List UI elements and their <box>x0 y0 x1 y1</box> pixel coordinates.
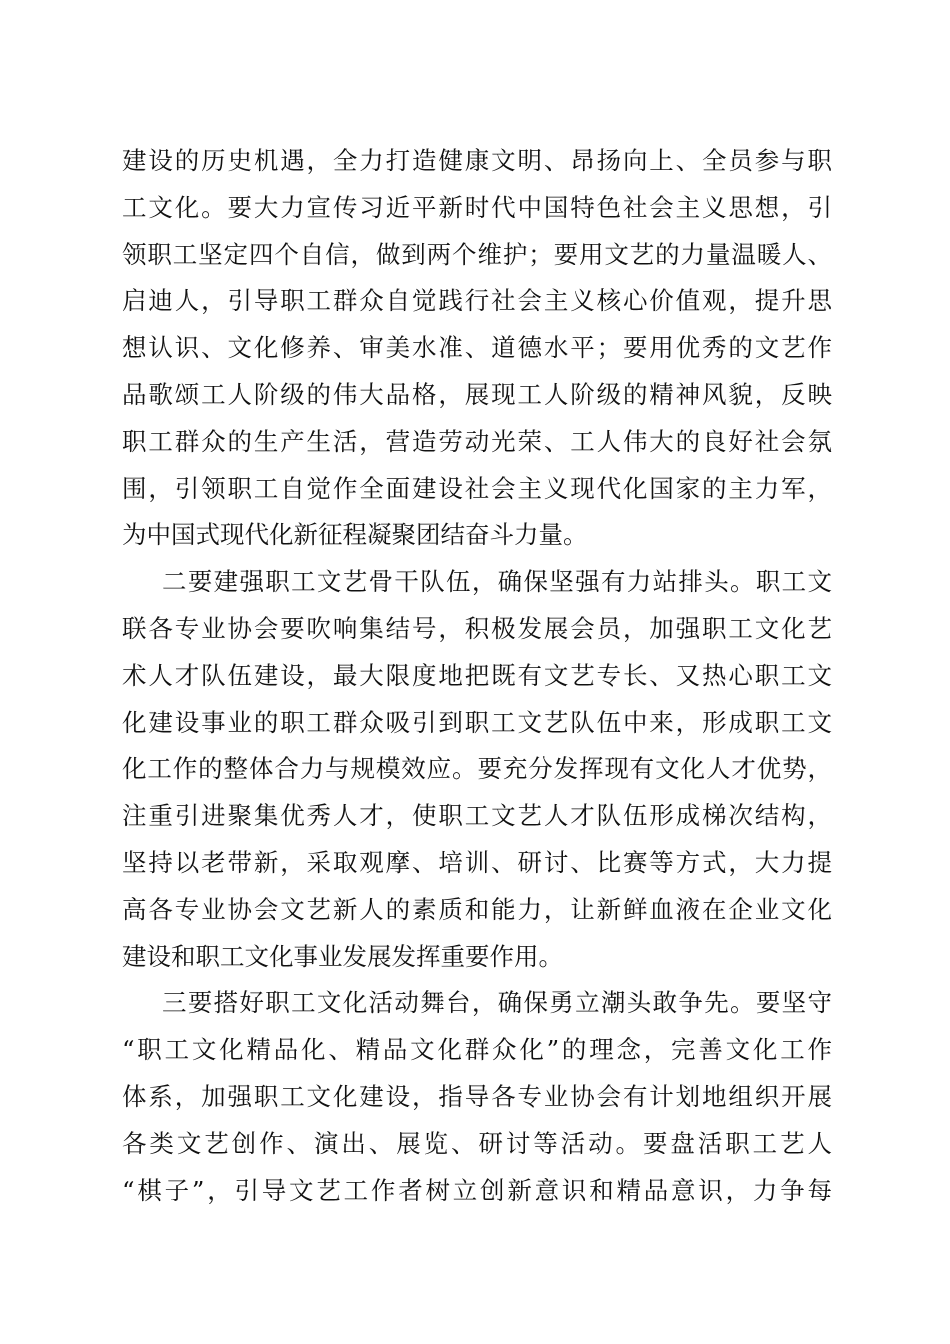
text-line: 化工作的整体合力与规模效应。要充分发挥现有文化人才优势， <box>122 754 832 784</box>
text-line: 为中国式现代化新征程凝聚团结奋斗力量。 <box>122 520 588 550</box>
text-line: 三要搭好职工文化活动舞台，确保勇立潮头敢争先。要坚守 <box>162 988 832 1018</box>
text-line: 二要建强职工文艺骨干队伍，确保坚强有力站排头。职工文 <box>162 567 832 597</box>
text-line: 职工群众的生产生活，营造劳动光荣、工人伟大的良好社会氛 <box>122 426 832 456</box>
paragraph-1 <box>122 138 832 559</box>
paragraph-3 <box>122 980 832 1214</box>
text-line: 围，引领职工自觉作全面建设社会主义现代化国家的主力军， <box>122 473 832 503</box>
paragraph-2 <box>122 559 832 980</box>
text-line: 化建设事业的职工群众吸引到职工文艺队伍中来，形成职工文 <box>122 707 832 737</box>
text-line: 高各专业协会文艺新人的素质和能力，让新鲜血液在企业文化 <box>122 894 832 924</box>
text-line: 想认识、文化修养、审美水准、道德水平；要用优秀的文艺作 <box>122 333 832 363</box>
text-line: “棋子”，引导文艺工作者树立创新意识和精品意识，力争每 <box>122 1175 832 1205</box>
text-line: 启迪人，引导职工群众自觉践行社会主义核心价值观，提升思 <box>122 286 832 316</box>
text-line: 注重引进聚集优秀人才，使职工文艺人才队伍形成梯次结构， <box>122 801 832 831</box>
text-line: 建设的历史机遇，全力打造健康文明、昂扬向上、全员参与职 <box>122 146 832 175</box>
text-line: “职工文化精品化、精品文化群众化”的理念，完善文化工作 <box>122 1035 832 1065</box>
text-line: 工文化。要大力宣传习近平新时代中国特色社会主义思想，引 <box>122 192 832 222</box>
text-line: 联各专业协会要吹响集结号，积极发展会员，加强职工文化艺 <box>122 613 832 643</box>
text-line: 各类文艺创作、演出、展览、研讨等活动。要盘活职工艺人 <box>122 1128 832 1158</box>
text-line: 体系，加强职工文化建设，指导各专业协会有计划地组织开展 <box>122 1081 832 1111</box>
document-body <box>122 138 832 1214</box>
text-line: 术人才队伍建设，最大限度地把既有文艺专长、又热心职工文 <box>122 660 832 690</box>
text-line: 建设和职工文化事业发展发挥重要作用。 <box>122 941 563 971</box>
text-line: 领职工坚定四个自信，做到两个维护；要用文艺的力量温暖人、 <box>122 239 832 269</box>
text-line: 品歌颂工人阶级的伟大品格，展现工人阶级的精神风貌，反映 <box>122 379 832 409</box>
text-line: 坚持以老带新，采取观摩、培训、研讨、比赛等方式，大力提 <box>122 847 832 877</box>
